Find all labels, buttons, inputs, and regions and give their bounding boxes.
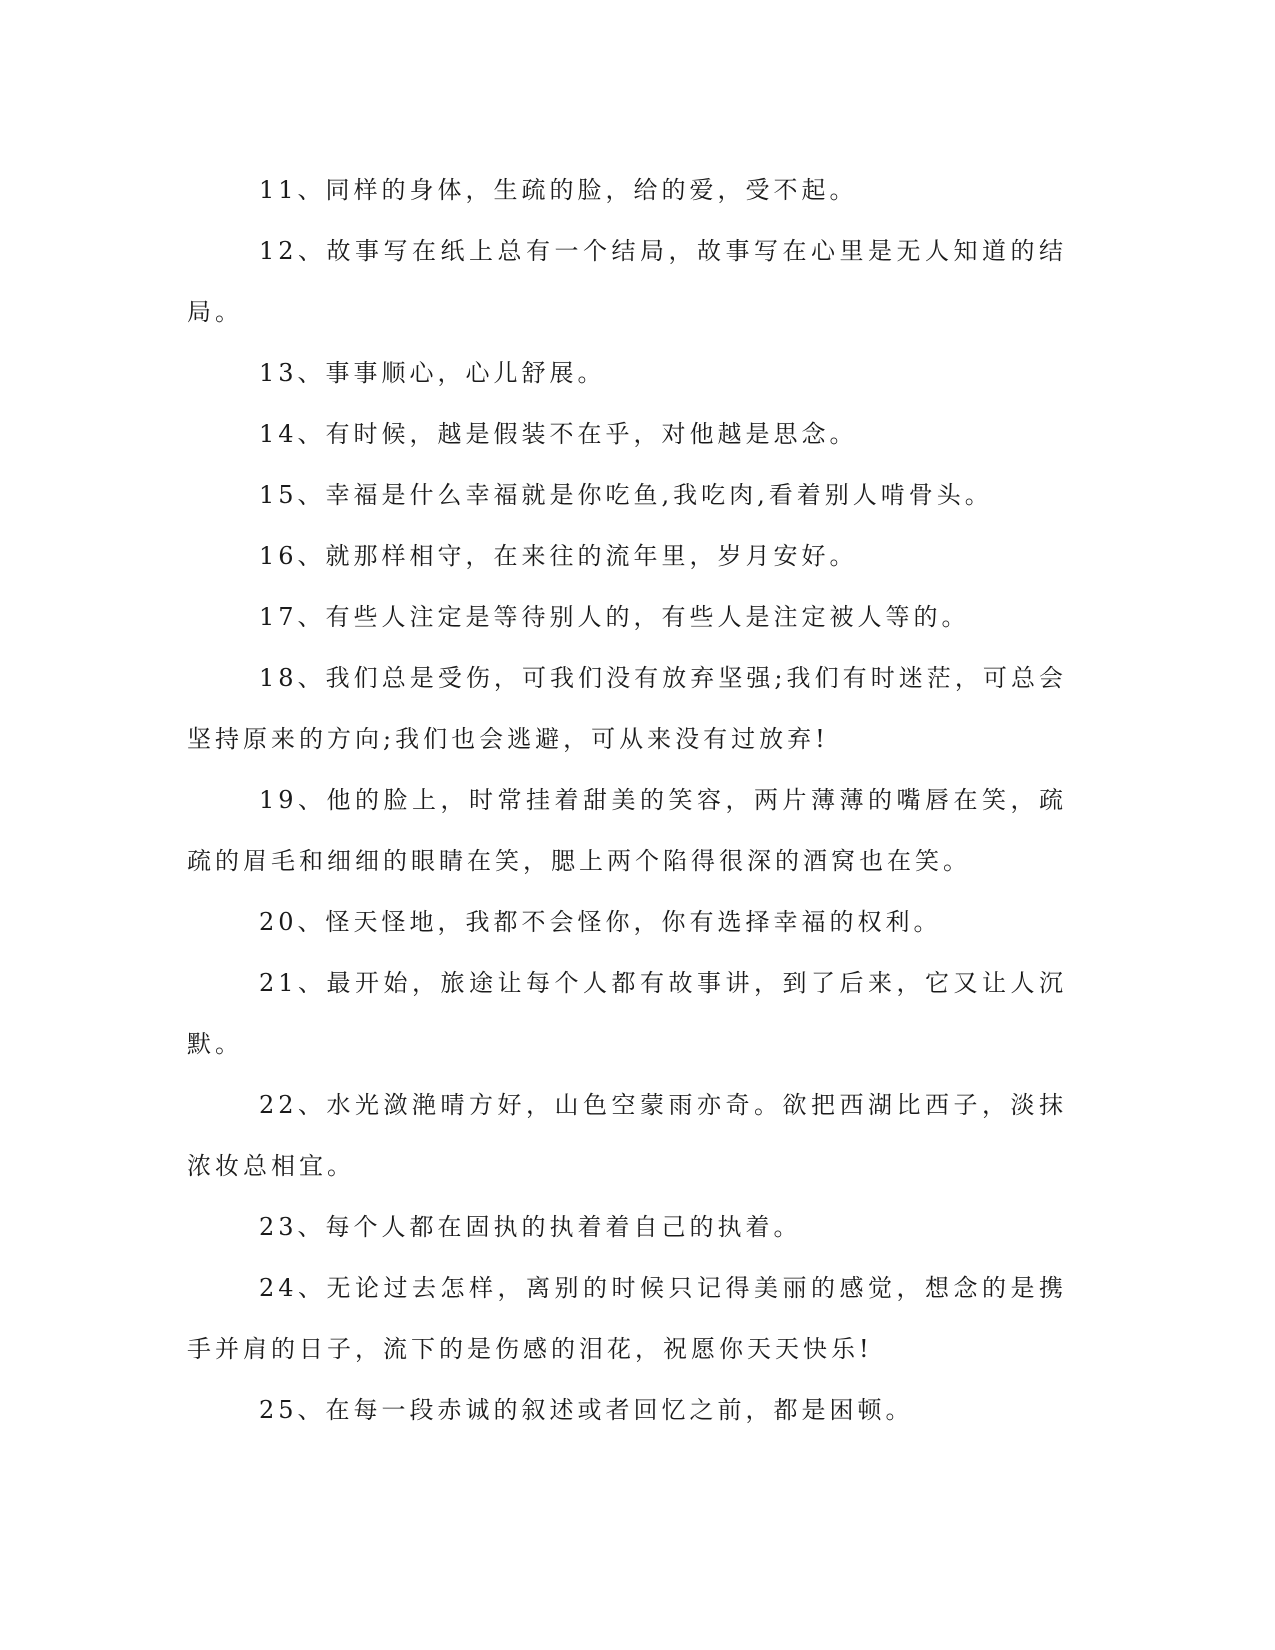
paragraph-20: 20、怪天怪地，我都不会怪你，你有选择幸福的权利。 [259,908,942,936]
paragraph-23: 23、每个人都在固执的执着着自己的执着。 [259,1213,802,1241]
paragraph-12: 12、故事写在纸上总有一个结局，故事写在心里是无人知道的结局。 [187,237,1067,326]
paragraph-13: 13、事事顺心，心儿舒展。 [259,359,606,387]
paragraph-18: 18、我们总是受伤，可我们没有放弃坚强;我们有时迷茫，可总会坚持原来的方向;我们也会逃避，可从来没有过放弃! [187,664,1067,753]
paragraph-15: 15、幸福是什么幸福就是你吃鱼,我吃肉,看着别人啃骨头。 [259,481,993,509]
paragraph-11: 11、同样的身体，生疏的脸，给的爱，受不起。 [259,176,858,204]
paragraph-22: 22、水光潋滟晴方好，山色空蒙雨亦奇。欲把西湖比西子，淡抹浓妆总相宜。 [187,1091,1067,1180]
paragraph-24: 24、无论过去怎样，离别的时候只记得美丽的感觉，想念的是携手并肩的日子，流下的是伤感的泪花，祝愿你天天快乐! [187,1274,1067,1363]
paragraph-14: 14、有时候，越是假装不在乎，对他越是思念。 [259,420,858,448]
document-body [187,160,1067,1441]
paragraph-17: 17、有些人注定是等待别人的，有些人是注定被人等的。 [259,603,970,631]
paragraph-19: 19、他的脸上，时常挂着甜美的笑容，两片薄薄的嘴唇在笑，疏疏的眉毛和细细的眼睛在笑，腮上两个陷得很深的酒窝也在笑。 [187,786,1067,875]
paragraph-25: 25、在每一段赤诚的叙述或者回忆之前，都是困顿。 [259,1396,914,1424]
paragraph-21: 21、最开始，旅途让每个人都有故事讲，到了后来，它又让人沉默。 [187,969,1067,1058]
paragraph-16: 16、就那样相守，在来往的流年里，岁月安好。 [259,542,858,570]
